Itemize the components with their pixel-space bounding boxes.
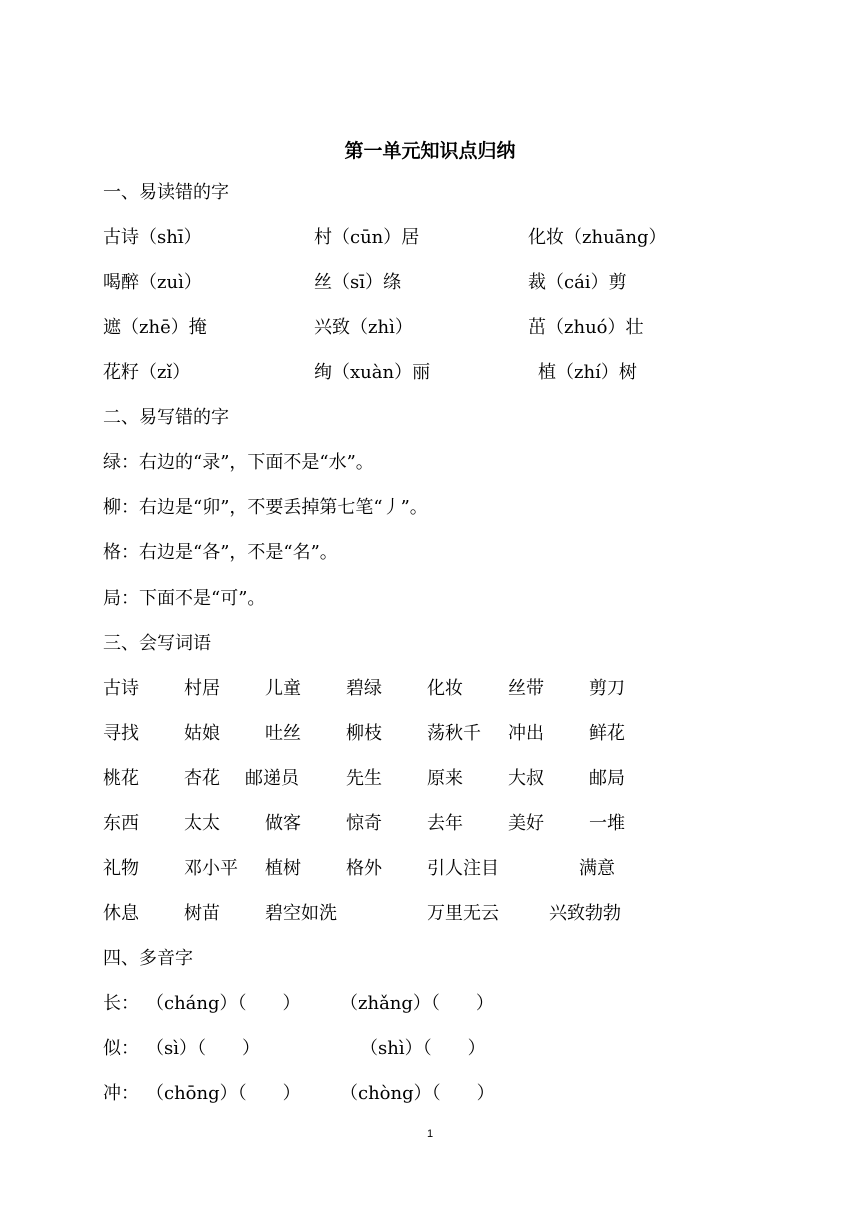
vocab-word: 古诗 bbox=[103, 678, 139, 699]
misread-item: 村（cūn）居 bbox=[314, 227, 420, 248]
vocab-word: 满意 bbox=[579, 858, 615, 879]
vocab-word: 鲜花 bbox=[589, 723, 625, 744]
section-heading-vocabulary: 三、会写词语 bbox=[103, 633, 211, 654]
polyphone-reading-b: （shì）（ ） bbox=[360, 1038, 486, 1059]
misread-item: 绚（xuàn）丽 bbox=[314, 362, 431, 383]
vocab-word: 村居 bbox=[184, 678, 220, 699]
vocab-word: 东西 bbox=[103, 813, 139, 834]
vocab-word: 吐丝 bbox=[265, 723, 301, 744]
vocab-word: 邮局 bbox=[589, 768, 625, 789]
vocab-word: 化妆 bbox=[427, 678, 463, 699]
vocab-word: 邮递员 bbox=[245, 768, 299, 789]
vocab-word: 冲出 bbox=[508, 723, 544, 744]
vocab-word: 寻找 bbox=[103, 723, 139, 744]
miswritten-note: 格：右边是“各”，不是“名”。 bbox=[103, 542, 338, 563]
polyphone-reading-a: （chōng）（ ） bbox=[146, 1083, 301, 1104]
misread-item: 喝醉（zuì） bbox=[103, 272, 202, 293]
vocab-word: 柳枝 bbox=[346, 723, 382, 744]
vocab-word: 礼物 bbox=[103, 858, 139, 879]
polyphone-char: 长： bbox=[103, 993, 139, 1014]
vocab-word: 碧空如洗 bbox=[265, 903, 337, 924]
vocab-word: 兴致勃勃 bbox=[549, 903, 621, 924]
polyphone-char: 似： bbox=[103, 1038, 139, 1059]
section-heading-miswritten: 二、易写错的字 bbox=[103, 407, 229, 428]
miswritten-note: 绿：右边的“录”，下面不是“水”。 bbox=[103, 452, 374, 473]
vocab-word: 姑娘 bbox=[184, 723, 220, 744]
section-heading-polyphones: 四、多音字 bbox=[103, 948, 193, 969]
misread-item: 裁（cái）剪 bbox=[528, 272, 627, 293]
polyphone-char: 冲： bbox=[103, 1083, 139, 1104]
misread-item: 遮（zhē）掩 bbox=[103, 317, 207, 338]
vocab-word: 先生 bbox=[346, 768, 382, 789]
polyphone-reading-b: （chòng）（ ） bbox=[340, 1083, 495, 1104]
vocab-word: 植树 bbox=[265, 858, 301, 879]
vocab-word: 引人注目 bbox=[427, 858, 499, 879]
page-number: 1 bbox=[426, 1128, 434, 1140]
vocab-word: 休息 bbox=[103, 903, 139, 924]
misread-item: 植（zhí）树 bbox=[538, 362, 637, 383]
vocab-word: 一堆 bbox=[589, 813, 625, 834]
vocab-word: 邓小平 bbox=[184, 858, 238, 879]
vocab-word: 大叔 bbox=[508, 768, 544, 789]
polyphone-reading-b: （zhǎng）（ ） bbox=[340, 993, 494, 1014]
miswritten-note: 局：下面不是“可”。 bbox=[103, 588, 266, 609]
vocab-word: 丝带 bbox=[508, 678, 544, 699]
misread-item: 兴致（zhì） bbox=[314, 317, 413, 338]
vocab-word: 去年 bbox=[427, 813, 463, 834]
misread-item: 丝（sī）绦 bbox=[314, 272, 401, 293]
misread-item: 花籽（zǐ） bbox=[103, 362, 191, 383]
misread-item: 古诗（shī） bbox=[103, 227, 202, 248]
misread-item: 化妆（zhuāng） bbox=[528, 227, 667, 248]
misread-item: 茁（zhuó）壮 bbox=[528, 317, 644, 338]
section-heading-misread: 一、易读错的字 bbox=[103, 182, 229, 203]
vocab-word: 原来 bbox=[427, 768, 463, 789]
vocab-word: 儿童 bbox=[265, 678, 301, 699]
vocab-word: 万里无云 bbox=[427, 903, 499, 924]
vocab-word: 荡秋千 bbox=[427, 723, 481, 744]
page-title: 第一单元知识点归纳 bbox=[344, 140, 516, 162]
vocab-word: 惊奇 bbox=[346, 813, 382, 834]
miswritten-note: 柳：右边是“卯”，不要丢掉第七笔“丿”。 bbox=[103, 497, 428, 518]
polyphone-reading-a: （cháng）（ ） bbox=[146, 993, 301, 1014]
polyphone-reading-a: （sì）（ ） bbox=[146, 1038, 260, 1059]
vocab-word: 碧绿 bbox=[346, 678, 382, 699]
vocab-word: 太太 bbox=[184, 813, 220, 834]
vocab-word: 桃花 bbox=[103, 768, 139, 789]
vocab-word: 树苗 bbox=[184, 903, 220, 924]
vocab-word: 美好 bbox=[508, 813, 544, 834]
vocab-word: 杏花 bbox=[184, 768, 220, 789]
vocab-word: 做客 bbox=[265, 813, 301, 834]
vocab-word: 格外 bbox=[346, 858, 382, 879]
vocab-word: 剪刀 bbox=[589, 678, 625, 699]
